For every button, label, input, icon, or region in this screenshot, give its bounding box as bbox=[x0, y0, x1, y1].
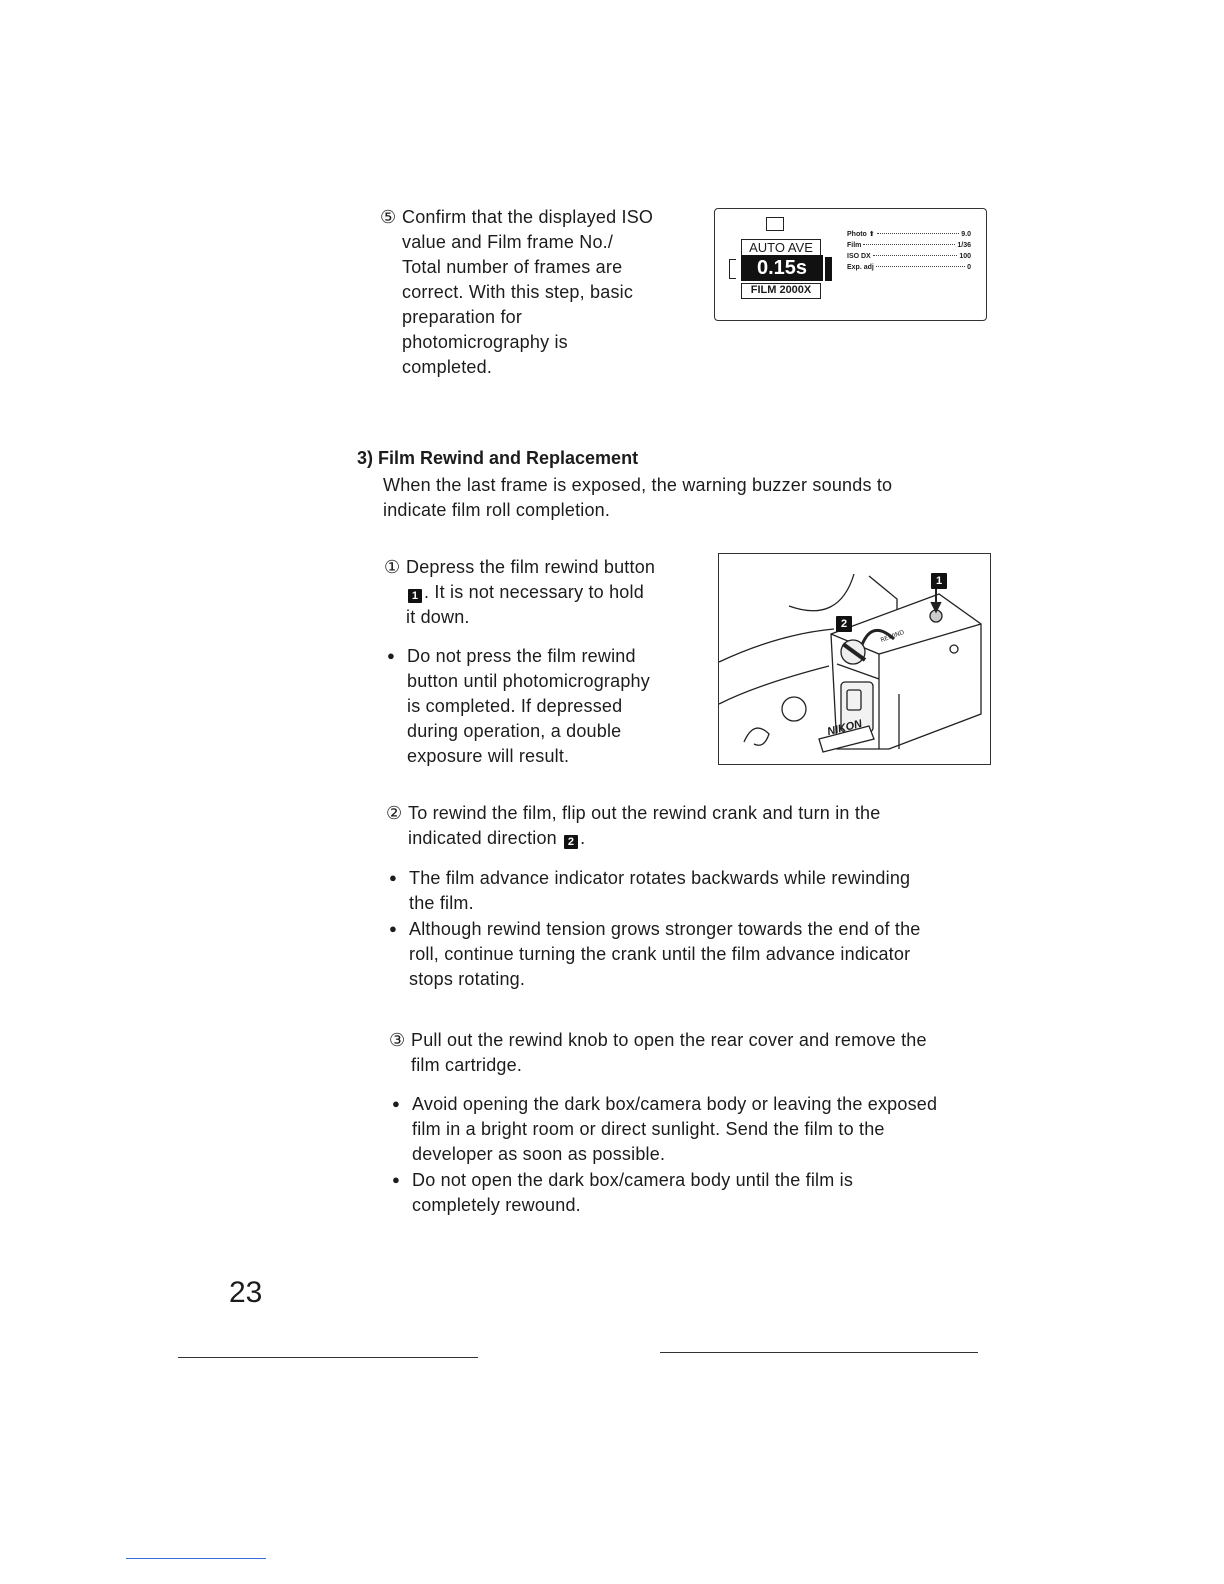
lcd-info-row: ISO DX 100 bbox=[847, 253, 971, 260]
lcd-info-list bbox=[847, 229, 971, 273]
step1-note: ● Do not press the film rewind button until photomicrography is completed. If depressed during operation, a double exposure will result. bbox=[407, 643, 707, 769]
step5-marker: ⑤ bbox=[380, 207, 397, 227]
lcd-left-bracket bbox=[729, 259, 736, 279]
footer-rule-right bbox=[660, 1352, 978, 1353]
page-number: 23 bbox=[229, 1276, 263, 1309]
lcd-mode: AUTO AVE bbox=[741, 239, 821, 257]
bullet-icon: ● bbox=[387, 648, 396, 663]
brand-label: NIKON bbox=[826, 717, 864, 739]
step1-marker: ① bbox=[384, 557, 401, 577]
step5-line: photomicrography is bbox=[402, 332, 568, 352]
bullet-icon: ● bbox=[389, 921, 398, 936]
step5-line: Confirm that the displayed ISO bbox=[402, 207, 654, 227]
lcd-shutter-group bbox=[729, 255, 839, 281]
bullet-icon: ● bbox=[392, 1172, 401, 1187]
bullet-icon: ● bbox=[389, 870, 398, 885]
callout-badge-1: 1 bbox=[408, 589, 422, 603]
section-intro: When the last frame is exposed, the warning buzzer sounds to indicate film roll completion. bbox=[383, 475, 893, 520]
step2-bullets: ● The film advance indicator rotates backwards while rewinding the film. ● Although rewind tension grows stronger towards the end of the roll, continue turning the crank until the film advance indicator stops rotating. bbox=[409, 865, 1009, 992]
callout-badge-2: 2 bbox=[564, 835, 578, 849]
step5-line: value and Film frame No./ bbox=[402, 232, 614, 252]
lcd-film-setting: FILM 2000X bbox=[741, 283, 821, 299]
step5-line: correct. With this step, basic bbox=[402, 282, 634, 302]
lcd-info-row: Film 1/36 bbox=[847, 242, 971, 249]
step1-text: ① Depress the film rewind button 1 . It is not necessary to hold it down. bbox=[384, 557, 656, 627]
section-heading: 3) Film Rewind and Replacement bbox=[357, 448, 639, 468]
step3-text: ③ Pull out the rewind knob to open the rear cover and remove the film cartridge. bbox=[389, 1030, 927, 1075]
frame-icon bbox=[766, 217, 784, 231]
step5-line: completed. bbox=[402, 357, 493, 377]
footer-rule-left bbox=[178, 1357, 478, 1358]
step5-line: preparation for bbox=[402, 307, 523, 327]
camera-rewind-figure bbox=[718, 553, 991, 765]
bullet-icon: ● bbox=[392, 1096, 401, 1111]
callout-badge-1: 1 bbox=[931, 573, 947, 589]
step3-marker: ③ bbox=[389, 1030, 406, 1050]
step5-text bbox=[380, 205, 702, 380]
step2-marker: ② bbox=[386, 803, 403, 823]
lcd-info-row: Exp. adj 0 bbox=[847, 264, 971, 271]
step2-text: ② To rewind the film, flip out the rewind crank and turn in the indicated direction 2 . bbox=[386, 803, 881, 848]
lcd-right-bar bbox=[825, 257, 832, 281]
step5-line: Total number of frames are bbox=[402, 257, 623, 277]
lcd-info-row: Photo ⬆ 9.0 bbox=[847, 231, 971, 238]
footer-link-rule bbox=[126, 1558, 266, 1559]
step3-bullets: ● Avoid opening the dark box/camera body or leaving the exposed film in a bright room or direct sunlight. Send the film to the developer as soon as possible. ● Do not open the dark box/camera body until the film is completely rewound. bbox=[412, 1091, 1012, 1218]
svg-text:REWIND: REWIND bbox=[879, 628, 906, 644]
lcd-display-figure bbox=[714, 208, 987, 321]
callout-badge-2: 2 bbox=[836, 616, 852, 632]
lcd-shutter-speed: 0.15s bbox=[741, 255, 823, 281]
